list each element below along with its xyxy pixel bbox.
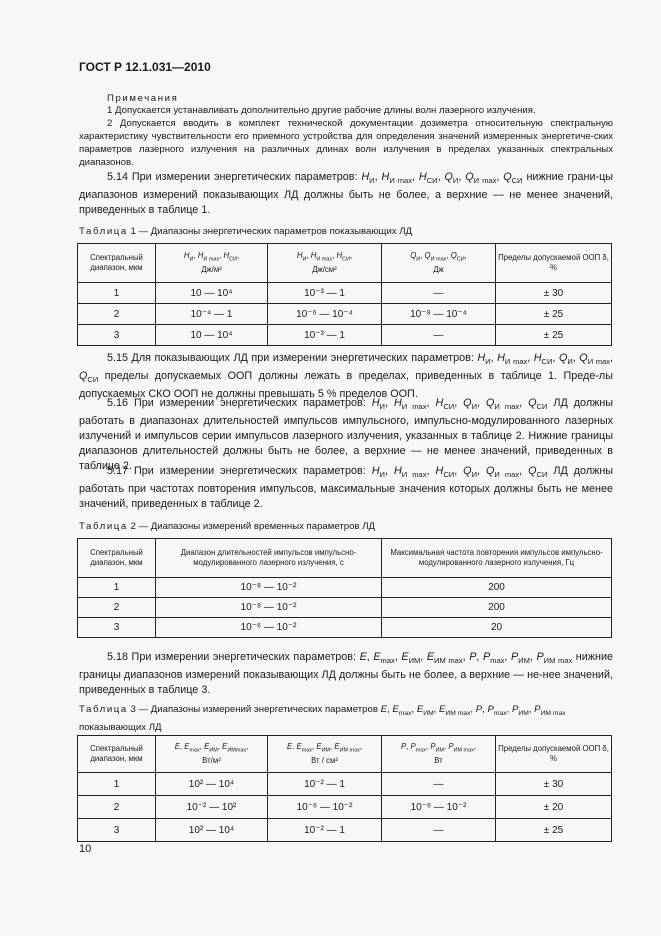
t1-header-col2: $H_И$, $H_{И max}$, $H_{СИ}$, Дж/м² xyxy=(156,244,268,283)
t3-cell: ± 20 xyxy=(496,796,612,819)
note-2: 2 Допускается вводить в комплект технической документации дозиметра относительную спектральную характеристику чувствительности его приемного устройства для определения значений измеренных энергетиче-ских параметров лазерного излучения на различных длинах волн излучения в пределах указанных спектральных диапазонов. xyxy=(79,118,613,168)
table-2 xyxy=(77,538,612,638)
t1-cell: 10⁻⁸ — 10⁻⁴ xyxy=(382,304,496,325)
t2-header-band: Спектральный диапазон, мкм xyxy=(78,539,156,578)
t2-header-frequency: Максимальная частота повторения импульсов импульсно-модулированного лазерного излучения, Гц xyxy=(382,539,612,578)
table-1 xyxy=(77,243,612,346)
t1-cell: 3 xyxy=(78,325,156,346)
t3-cell: 10² — 10⁴ xyxy=(156,819,268,842)
paragraph-5-14: 5.14 При измерении энергетических параметров: $H_И$, $H_{И max}$, $H_{СИ}$, $Q_И$, $Q_{И max}$, $Q_{СИ}$ нижние грани-цы диапазонов измерений показывающих ЛД должны быть не более, а верхние — не менее значений, приведенных в таблице 1. xyxy=(79,171,614,217)
table-row xyxy=(78,773,612,796)
t3-header-col2: E, $E_{max}$, $E_{ИМ}$, $E_{ИМmax}$, Вт/м² xyxy=(156,736,268,773)
t2-cell: 10⁻⁸ — 10⁻² xyxy=(156,598,382,618)
paragraph-5-15: 5.15 Для показывающих ЛД при измерении энергетических параметров: $H_И$, $H_{И max}$, $H_{СИ}$, $Q_И$, $Q_{И max}$, $Q_{СИ}$ пределы допускаемых ООП должны лежать в пределах, приведенных в таблице 1. Преде-лы допускаемых СКО ООП не должны превышать 5 % пределов ООП. xyxy=(79,352,613,401)
t1-cell: 1 xyxy=(78,283,156,304)
t2-cell: 10⁻⁶ — 10⁻² xyxy=(156,618,382,638)
t1-cell: ± 25 xyxy=(496,304,612,325)
t3-cell: 10⁻² — 1 xyxy=(268,773,382,796)
t1-cell: 10 — 10⁴ xyxy=(156,325,268,346)
t2-cell: 3 xyxy=(78,618,156,638)
t3-header-col4: P, $P_{max}$, $P_{ИМ}$, $P_{ИМ max}$, Вт xyxy=(382,736,496,773)
t3-header-col5: Пределы допускаемой ООП δ, % xyxy=(496,736,612,773)
table3-caption: Таблица 3 — Диапазоны измерений энергетических параметров E, $E_{max}$, $E_{ИМ}$, $E_{ИМ max}$, P, $P_{max}$, $P_{ИМ}$, $P_{ИМ max}$ показывающих ЛД xyxy=(79,704,566,733)
t1-header-col3: $H_И$, $H_{И max}$, $H_{СИ}$, Дж/см² xyxy=(268,244,382,283)
t2-cell: 200 xyxy=(382,598,612,618)
t2-cell: 200 xyxy=(382,578,612,598)
t3-cell: 10⁻² — 10² xyxy=(156,796,268,819)
t1-cell: 2 xyxy=(78,304,156,325)
table-3 xyxy=(77,735,612,842)
t3-cell: 10⁻² — 1 xyxy=(268,819,382,842)
t3-cell: ± 30 xyxy=(496,773,612,796)
t2-cell: 20 xyxy=(382,618,612,638)
t3-header-band: Спектральный диапазон, мкм xyxy=(78,736,156,773)
table-row xyxy=(78,304,612,325)
t1-cell: 10⁻⁶ — 10⁻⁴ xyxy=(268,304,382,325)
t1-cell: — xyxy=(382,325,496,346)
paragraph-5-17: 5.17 При измерении энергетических параметров: $H_И$, $H_{И max}$, $H_{СИ}$, $Q_И$, $Q_{И max}$, $Q_{СИ}$ ЛД должны работать при частотах повторения импульсов, максимальные значения которых должны быть не менее значений, приведенных в таблице 2. xyxy=(79,465,614,511)
table-row xyxy=(78,578,612,598)
table-row xyxy=(78,283,612,304)
t1-cell: 10⁻³ — 1 xyxy=(268,283,382,304)
t3-cell: 10⁻⁶ — 10⁻² xyxy=(268,796,382,819)
t2-header-duration: Диапазон длительностей импульсов импульсно-модулированного лазерного излучения, с xyxy=(156,539,382,578)
page-number: 10 xyxy=(79,843,92,855)
t1-cell: — xyxy=(382,283,496,304)
paragraph-5-16: 5.16 При измерении энергетических параметров: $H_И$, $H_{И max}$, $H_{СИ}$, $Q_И$, $Q_{И max}$, $Q_{СИ}$ ЛД должны работать в диапазонах длительностей импульсов импульсного, импульсно-модулированного лазерных излучений и импульсов серии импульсов лазерного излучения, указанных в таблице 2. Нижние границы диапазонов длительностей должны быть не более, а верхние — не менее значений, приведенных в таблице 2. xyxy=(79,397,614,473)
t2-cell: 1 xyxy=(78,578,156,598)
t3-header-col3: E. $E_{max}$, $E_{ИМ}$, $E_{ИМ max}$, Вт / см² xyxy=(268,736,382,773)
t3-cell: 3 xyxy=(78,819,156,842)
table-row xyxy=(78,819,612,842)
table-row xyxy=(78,618,612,638)
t1-header-band: Спектральный диапазон, мкм xyxy=(78,244,156,283)
t3-cell: 2 xyxy=(78,796,156,819)
t1-cell: 10⁻³ — 1 xyxy=(268,325,382,346)
table1-caption: Таблица 1 — Диапазоны энергетических параметров показывающих ЛД xyxy=(79,226,413,237)
table2-caption: Таблица 2 — Диапазоны измерений временных параметров ЛД xyxy=(79,521,375,532)
table-row xyxy=(78,325,612,346)
t1-cell: 10⁻⁴ — 1 xyxy=(156,304,268,325)
t3-cell: ± 25 xyxy=(496,819,612,842)
paragraph-5-18: 5.18 При измерении энергетических параметров: E, $E_{max}$, $E_{ИМ}$, $E_{ИМ max}$, P, $P_{max}$, $P_{ИМ}$, $P_{ИМ max}$ нижние границы диапазонов измерений показывающих ЛД должны быть не более, а верхние — не-нее значений, приведенных в таблице 3. xyxy=(79,651,614,697)
t1-cell: ± 25 xyxy=(496,325,612,346)
t3-cell: 10² — 10⁴ xyxy=(156,773,268,796)
t3-cell: 10⁻⁶ — 10⁻² xyxy=(382,796,496,819)
table-row xyxy=(78,796,612,819)
table-row xyxy=(78,598,612,618)
t1-header-col4: $Q_И$, $Q_{И max}$, $Q_{СИ}$, Дж xyxy=(382,244,496,283)
t3-cell: — xyxy=(382,819,496,842)
notes-title: Примечания xyxy=(107,93,179,104)
document-header: ГОСТ Р 12.1.031—2010 xyxy=(79,60,211,74)
t1-header-col5: Пределы допускаемой ООП δ, % xyxy=(496,244,612,283)
t1-cell: 10 — 10⁴ xyxy=(156,283,268,304)
t2-cell: 10⁻⁸ — 10⁻² xyxy=(156,578,382,598)
t1-cell: ± 30 xyxy=(496,283,612,304)
t2-cell: 2 xyxy=(78,598,156,618)
t3-cell: 1 xyxy=(78,773,156,796)
t3-cell: — xyxy=(382,773,496,796)
note-1: 1 Допускается устанавливать дополнительно другие рабочие длины волн лазерного излучения. xyxy=(107,105,536,116)
